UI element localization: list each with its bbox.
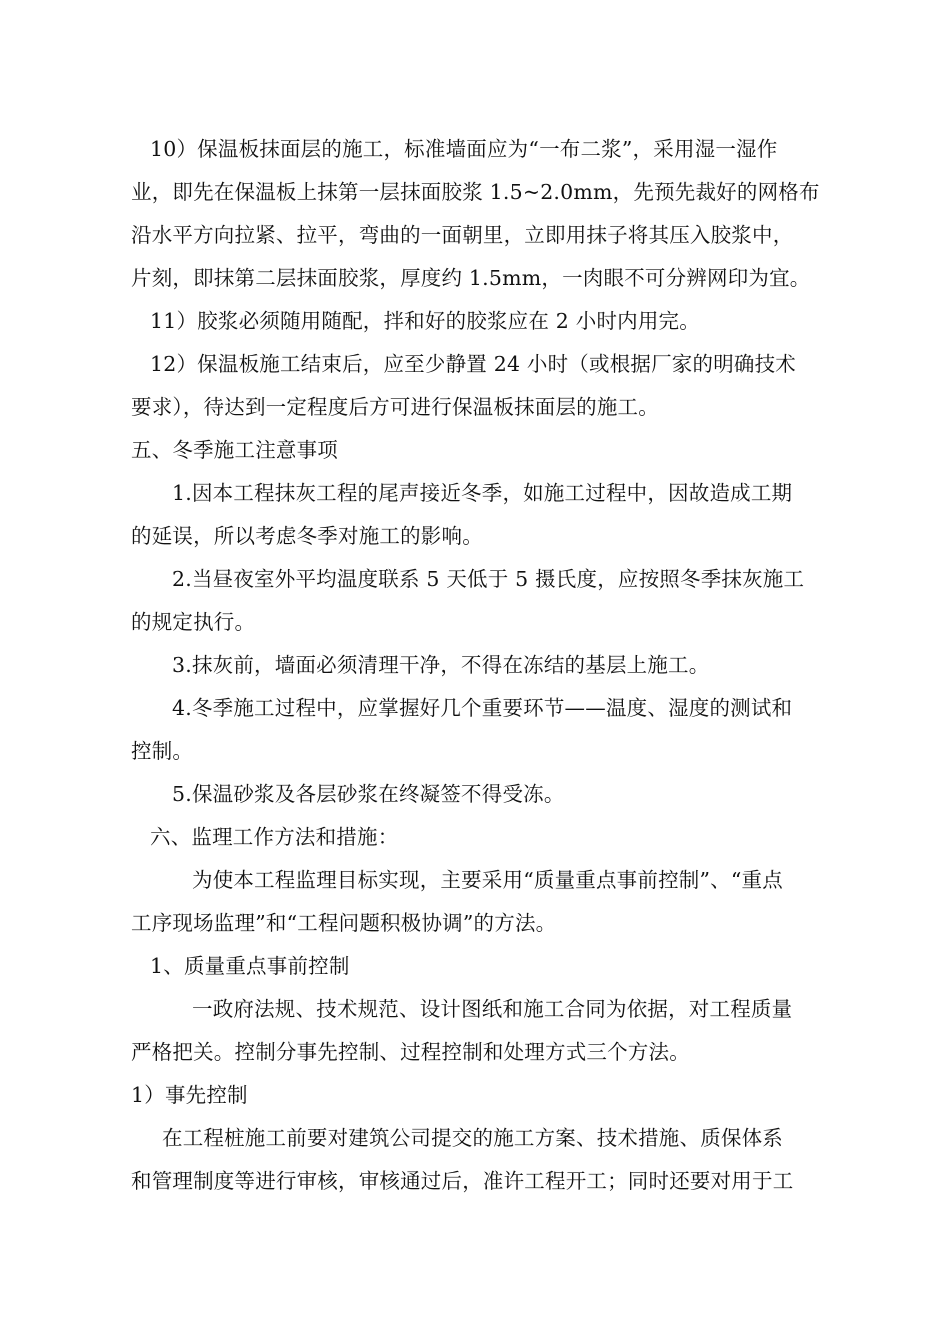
paragraph-12-line-2: 要求），待达到一定程度后方可进行保温板抹面层的施工。 (131, 395, 659, 419)
paragraph-12-line-1: 12）保温板施工结束后，应至少静置 24 小时（或根据厂家的明确技术 (150, 352, 797, 376)
paragraph-11: 11）胶浆必须随用随配，拌和好的胶浆应在 2 小时内用完。 (150, 309, 700, 333)
winter-item-1-line-2: 的延误，所以考虑冬季对施工的影响。 (131, 524, 483, 548)
precontrol-paragraph-line-2: 严格把关。控制分事先控制、过程控制和处理方式三个方法。 (131, 1040, 690, 1064)
paragraph-10-line-4: 片刻，即抹第二层抹面胶浆，厚度约 1.5mm，一肉眼不可分辨网印为宜。 (131, 266, 811, 290)
paragraph-10-line-3: 沿水平方向拉紧、拉平，弯曲的一面朝里，立即用抹子将其压入胶浆中， (131, 223, 794, 247)
section-heading-supervision-methods: 六、监理工作方法和措施： (150, 825, 399, 849)
subheading-quality-precontrol: 1、质量重点事前控制 (150, 954, 350, 978)
supervision-intro-line-1: 为使本工程监理目标实现，主要采用“质量重点事前控制”、“重点 (192, 868, 783, 892)
subheading-advance-control: 1）事先控制 (131, 1083, 248, 1107)
winter-item-1-line-1: 1.因本工程抹灰工程的尾声接近冬季，如施工过程中，因故造成工期 (172, 481, 793, 505)
winter-item-2-line-2: 的规定执行。 (131, 610, 256, 634)
paragraph-10-line-2: 业，即先在保温板上抹第一层抹面胶浆 1.5~2.0mm，先预先裁好的网格布 (131, 180, 820, 204)
winter-item-3: 3.抹灰前，墙面必须清理干净，不得在冻结的基层上施工。 (172, 653, 710, 677)
section-heading-winter-construction: 五、冬季施工注意事项 (131, 438, 338, 462)
paragraph-10-line-1: 10）保温板抹面层的施工，标准墙面应为“一布二浆”，采用湿一湿作 (150, 137, 778, 161)
precontrol-paragraph-line-1: 一政府法规、技术规范、设计图纸和施工合同为依据，对工程质量 (192, 997, 793, 1021)
advance-control-paragraph-line-1: 在工程桩施工前要对建筑公司提交的施工方案、技术措施、质保体系 (162, 1126, 783, 1150)
advance-control-paragraph-line-2: 和管理制度等进行审核，审核通过后，准许工程开工；同时还要对用于工 (131, 1169, 794, 1193)
supervision-intro-line-2: 工序现场监理”和“工程问题积极协调”的方法。 (131, 911, 557, 935)
winter-item-4-line-1: 4.冬季施工过程中，应掌握好几个重要环节——温度、湿度的测试和 (172, 696, 793, 720)
winter-item-2-line-1: 2.当昼夜室外平均温度联系 5 天低于 5 摄氏度，应按照冬季抹灰施工 (172, 567, 805, 591)
winter-item-5: 5.保温砂浆及各层砂浆在终凝签不得受冻。 (172, 782, 565, 806)
winter-item-4-line-2: 控制。 (131, 739, 194, 763)
